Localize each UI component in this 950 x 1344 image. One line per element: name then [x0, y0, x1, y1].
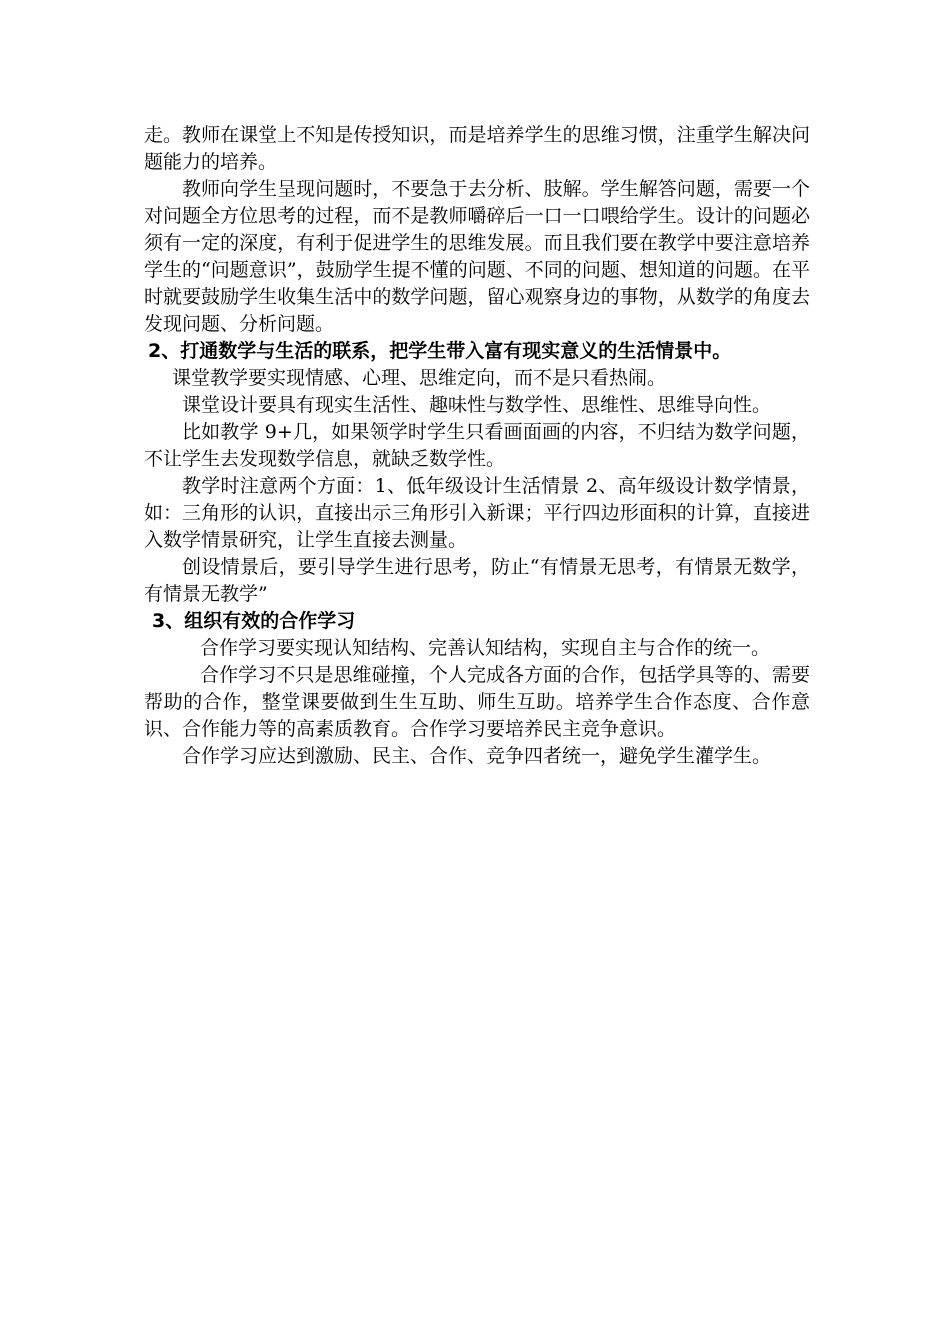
paragraph: 课堂教学要实现情感、心理、思维定向，而不是只看热闹。 [172, 367, 667, 389]
document-body [144, 122, 810, 770]
section-heading: 3、组织有效的合作学习 [152, 610, 356, 632]
paragraph: 走。教师在课堂上不知是传授知识，而是培养学生的思维习惯，注重学生解决问题能力的培养。 [144, 124, 810, 173]
paragraph: 合作学习应达到激励、民主、合作、竞争四者统一，避免学生灌学生。 [182, 745, 772, 767]
section-heading: 2、打通数学与生活的联系，把学生带入富有现实意义的生活情景中。 [148, 340, 732, 362]
paragraph: 比如教学 9+几，如果领学时学生只看画面画的内容，不归结为数学问题，不让学生去发现数学信息，就缺乏数学性。 [144, 421, 810, 470]
paragraph: 课堂设计要具有现实生活性、趣味性与数学性、思维性、思维导向性。 [182, 394, 772, 416]
paragraph: 创设情景后，要引导学生进行思考，防止“有情景无思考，有情景无数学，有情景无教学” [144, 556, 810, 605]
paragraph: 合作学习要实现认知结构、完善认知结构，实现自主与合作的统一。 [200, 637, 771, 659]
paragraph: 教师向学生呈现问题时，不要急于去分析、肢解。学生解答问题，需要一个对问题全方位思考的过程，而不是教师嚼碎后一口一口喂给学生。设计的问题必须有一定的深度，有利于促进学生的思维发展。而且我们要在教学中要注意培养学生的“问题意识”，鼓励学生提不懂的问题、不同的问题、想知道的问题。在平时就要鼓励学生收集生活中的数学问题，留心观察身边的事物，从数学的角度去发现问题、分析问题。 [144, 178, 810, 335]
paragraph: 教学时注意两个方面：1、低年级设计生活情景 2、高年级设计数学情景，如：三角形的认识，直接出示三角形引入新课；平行四边形面积的计算，直接进入数学情景研究，让学生直接去测量。 [144, 475, 810, 551]
paragraph: 合作学习不只是思维碰撞，个人完成各方面的合作，包括学具等的、需要帮助的合作，整堂课要做到生生互助、师生互助。培养学生合作态度、合作意识、合作能力等的高素质教育。合作学习要培养民主竞争意识。 [144, 664, 810, 740]
